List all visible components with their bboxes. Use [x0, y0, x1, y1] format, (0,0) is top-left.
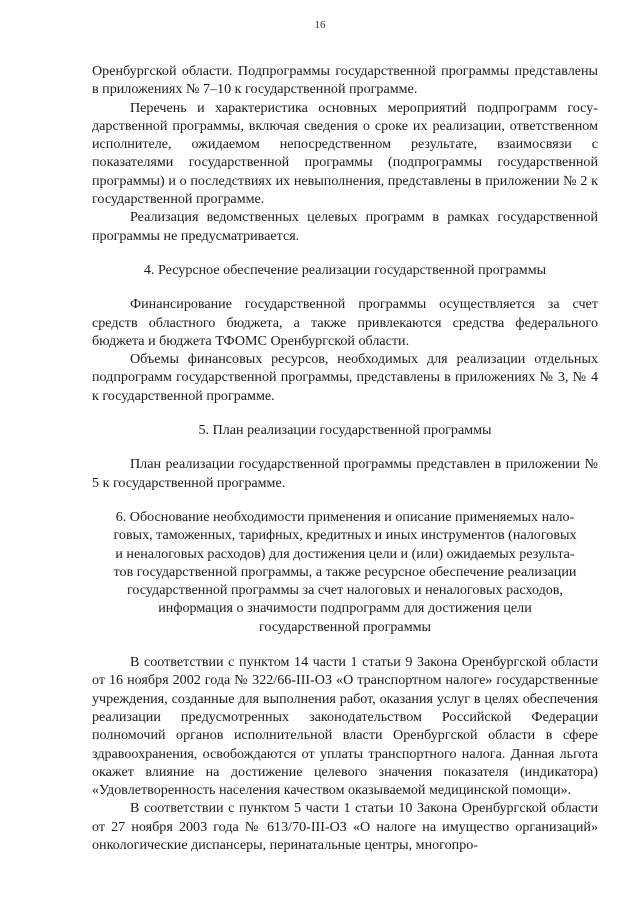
spacer: [92, 492, 598, 508]
section-4-heading: 4. Ресурсное обеспечение реализации государственной программы: [143, 261, 547, 278]
page-number: 16: [314, 19, 326, 31]
heading-line: тов государственной программы, а также ресурсное обеспечение реализации: [113, 563, 577, 580]
paragraph-activities-list: Перечень и характеристика основных мероприятий подпрограмм государственной программы, включая сведения о сроке их реализации, ответственном исполнителе, ожидаемом непосредственном результате, взаимосвязи с показателями государственной программы (подпрограммы государственной программы) и о последствиях их невыполнения, представлены в приложении № 2 к государственной программе.: [92, 99, 598, 208]
section-6-heading: [92, 508, 598, 636]
paragraph-transport-tax: В соответствии с пунктом 14 части 1 статьи 9 Закона Оренбургской области от 16 ноября 2002 года № 322/66-III-ОЗ «О транспортном налоге» государственные учреждения, созданные для выполнения работ, оказания услуг в целях обеспечения реализации предусмотренных законодательством Российской Федерации полномочий органов исполнительной власти Оренбургской области в сфере здравоохранения, освобождаются от уплаты транспортного налога. Данная льгота окажет влияние на достижение целевого значения показателя (индикатора) «Удовлетворенность населения качеством оказываемой медицинской помощи».: [92, 654, 598, 799]
document-body: [92, 62, 598, 854]
paragraph-implementation-plan: План реализации государственной программы представлен в приложении № 5 к государственной программе.: [92, 456, 598, 491]
heading-line: государственной программы: [259, 618, 431, 635]
spacer: [92, 405, 598, 421]
spacer: [92, 245, 598, 261]
paragraph-financial-volumes: Объемы финансовых ресурсов, необходимых для реализации отдельных подпрограмм государственной программы, представлены в приложениях № 3, № 4 к государственной программе.: [92, 351, 598, 404]
spacer: [92, 636, 598, 653]
heading-line: 6. Обоснование необходимости применения и описание применяемых нало-: [115, 508, 575, 525]
heading-line: государственной программы за счет налоговых и неналоговых расходов,: [127, 582, 563, 599]
spacer: [92, 279, 598, 295]
heading-line: информация о значимости подпрограмм для достижения цели: [158, 600, 532, 617]
paragraph-departmental-programs: Реализация ведомственных целевых программ в рамках государственной программы не предусматривается.: [92, 209, 598, 244]
paragraph-continued: Оренбургской области. Подпрограммы государственной программы представлены в приложениях № 7–10 к государственной программе.: [92, 63, 598, 98]
paragraph-financing: Финансирование государственной программы осуществляется за счет средств областного бюджета, а также привлекаются средства федерального бюджета и бюджета ТФОМС Оренбургской области.: [92, 296, 598, 349]
spacer: [92, 439, 598, 455]
paragraph-property-tax: В соответствии с пунктом 5 части 1 статьи 10 Закона Оренбургской области от 27 ноября 2003 года № 613/70-III-ОЗ «О налоге на имущество организаций» онкологические диспансеры, перинатальные центры, многопро-: [92, 800, 598, 853]
heading-line: и неналоговых расходов) для достижения цели и (или) ожидаемых результа-: [115, 545, 575, 562]
section-5-heading: 5. План реализации государственной программы: [198, 422, 492, 439]
heading-line: говых, таможенных, тарифных, кредитных и иных инструментов (налоговых: [113, 527, 577, 544]
